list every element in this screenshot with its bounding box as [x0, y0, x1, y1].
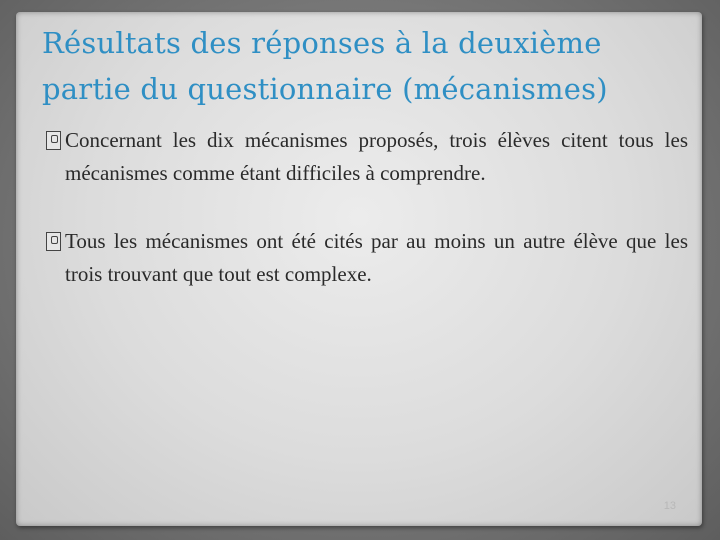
- page-number: 13: [663, 500, 676, 512]
- bullet-text: Concernant les dix mécanismes proposés, trois élèves citent tous les mécanismes comme étant difficiles à comprendre.: [65, 128, 688, 185]
- bullet-list: [46, 124, 688, 326]
- bullet-box-icon: [46, 131, 61, 150]
- bullet-item: [46, 124, 688, 190]
- bullet-item: [46, 225, 688, 291]
- bullet-box-icon: [46, 232, 61, 251]
- slide-title: Résultats des réponses à la deuxième partie du questionnaire (mécanismes): [42, 26, 608, 106]
- slide-card: [16, 12, 702, 526]
- bullet-text: Tous les mécanismes ont été cités par au moins un autre élève que les trois trouvant que tout est complexe.: [65, 229, 688, 286]
